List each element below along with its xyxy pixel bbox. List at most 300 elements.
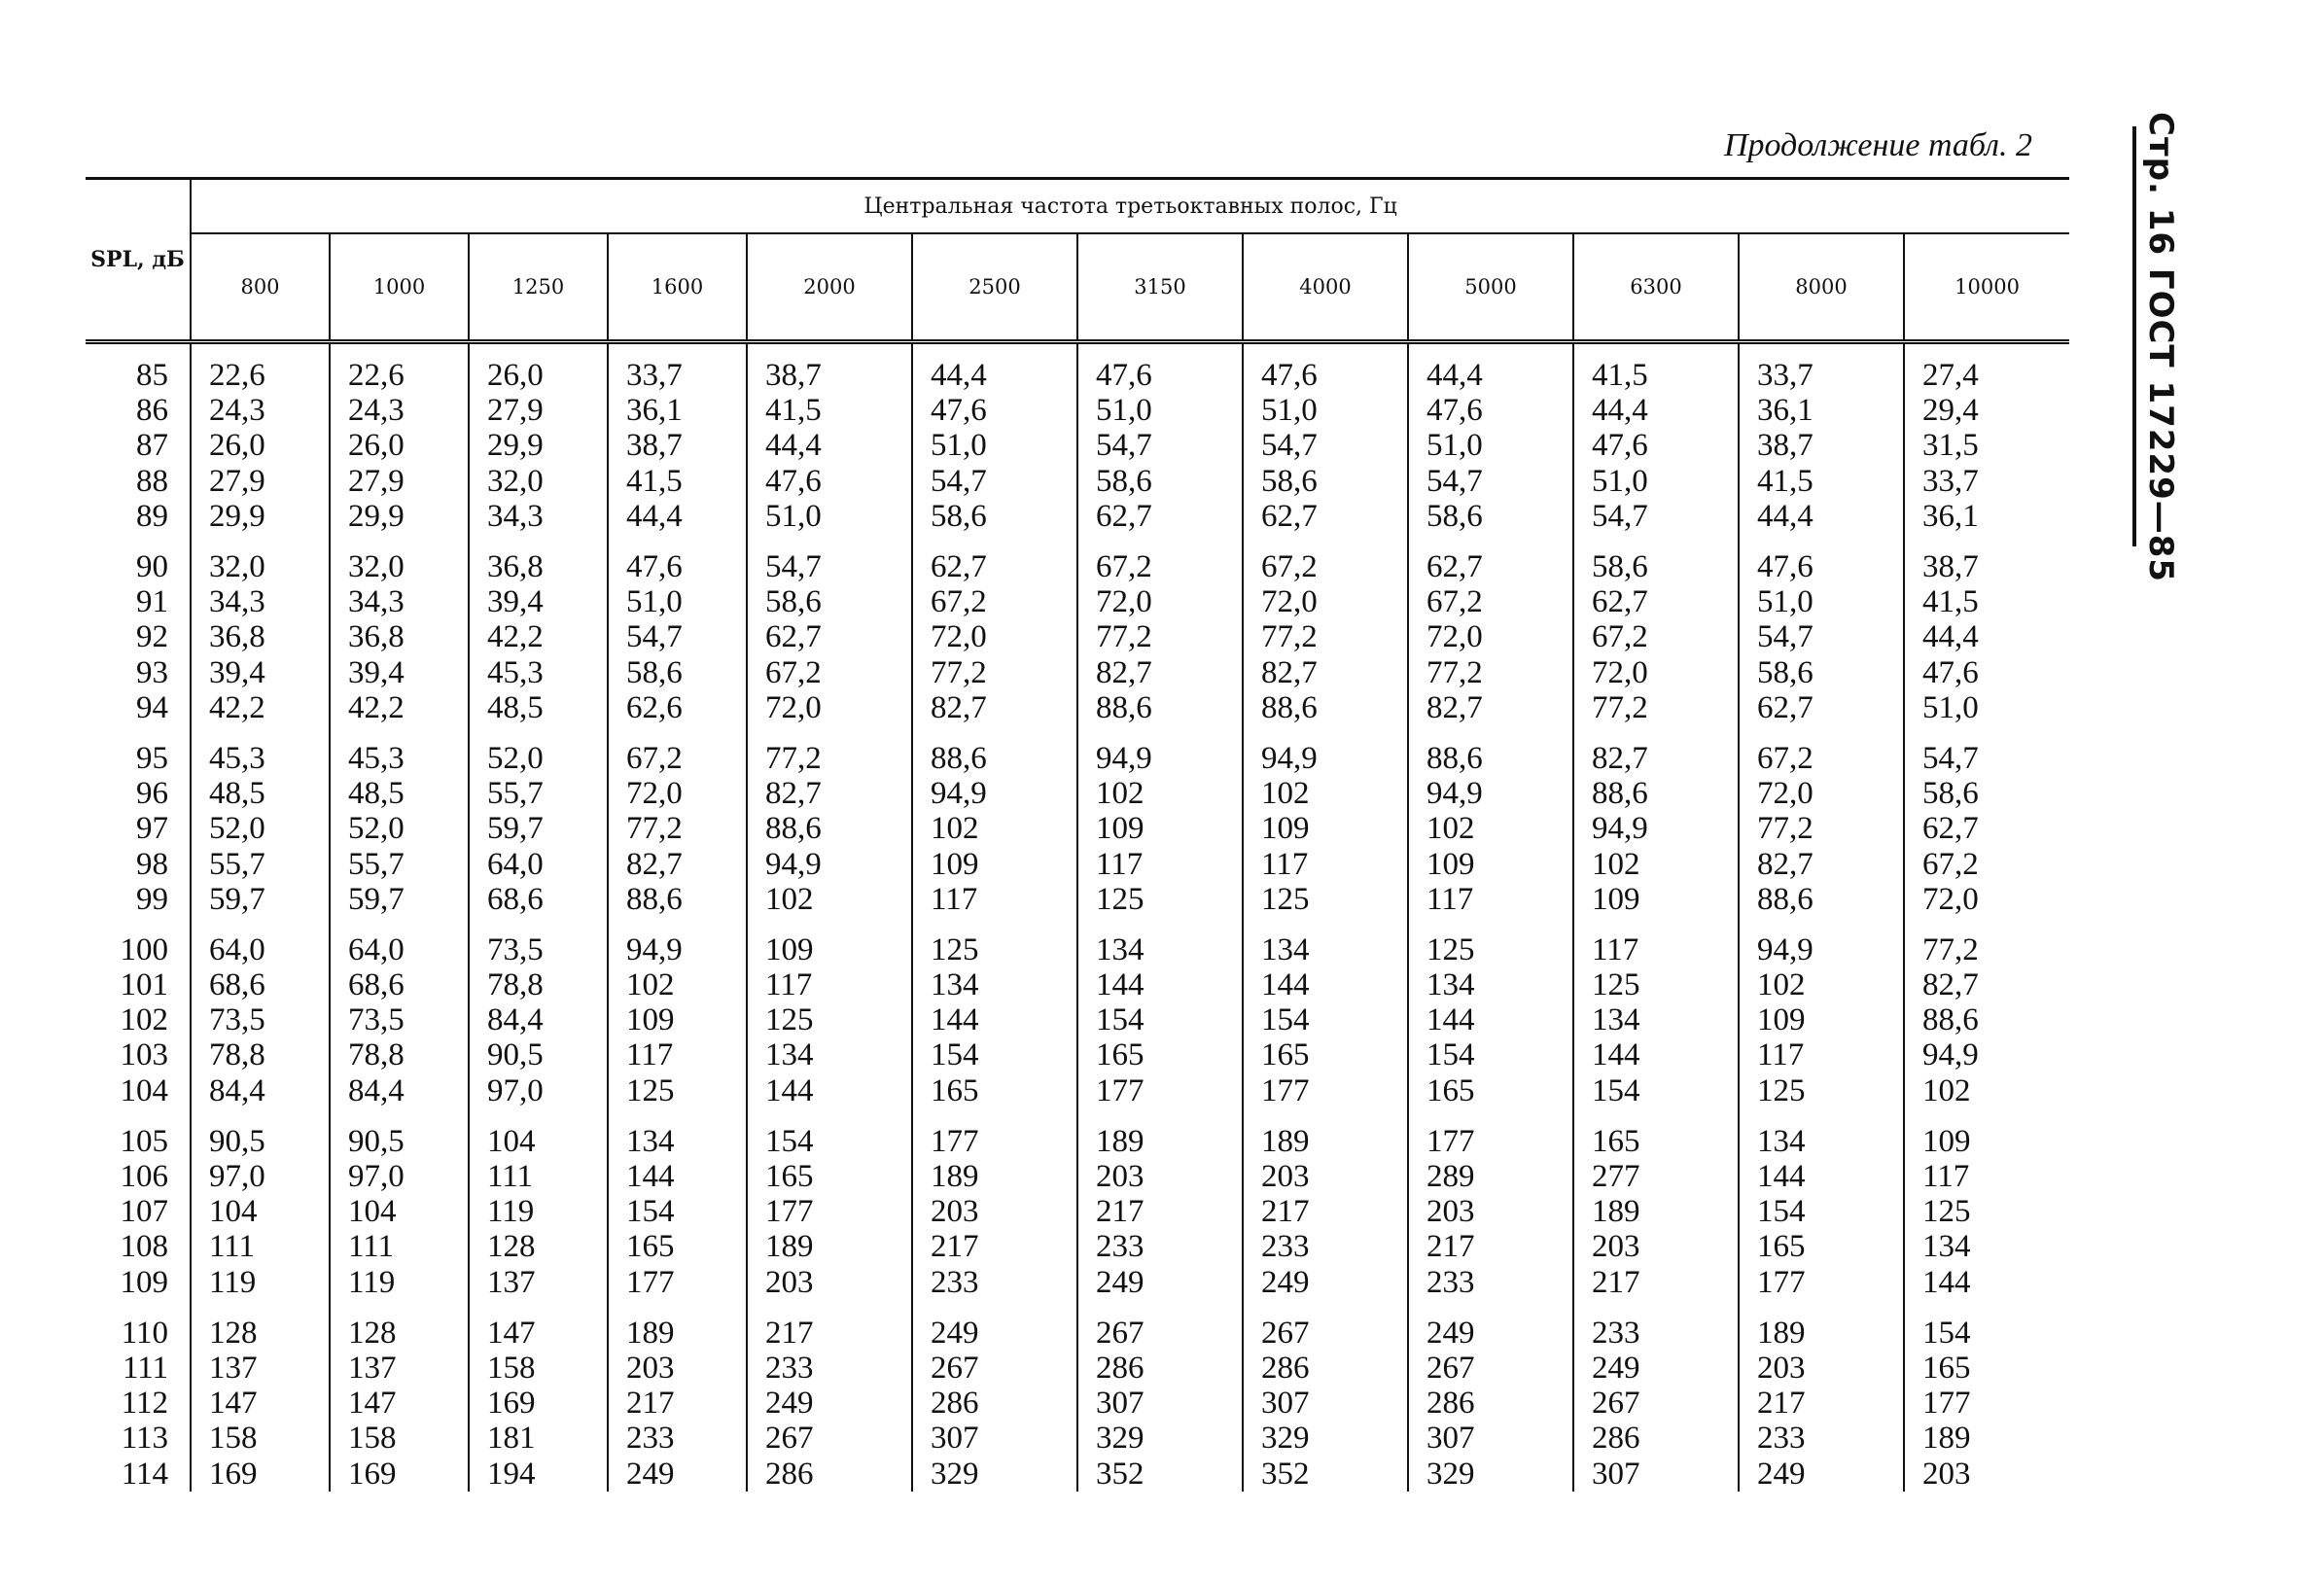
value-cell: 189 <box>1922 1421 1971 1457</box>
value-cell: 97,0 <box>191 1159 330 1194</box>
value-cell: 203 <box>1243 1159 1408 1194</box>
value-cell: 72,0 <box>912 619 1077 654</box>
frequency-header-2500: 2500 <box>912 233 1077 342</box>
value-cell: 58,6 <box>1408 499 1573 534</box>
value-cell: 286 <box>747 1456 912 1491</box>
value-cell: 203 <box>608 1351 747 1386</box>
spl-column-header: SPL, дБ <box>86 179 191 342</box>
table-row <box>86 967 2069 1002</box>
value-cell: 26,0 <box>330 428 469 463</box>
value-cell: 54,7 <box>912 464 1077 499</box>
frequency-header-800: 800 <box>191 233 330 342</box>
spl-level-cell: 105 <box>86 1108 191 1159</box>
table-row <box>86 811 2069 846</box>
value-cell: 134 <box>912 967 1077 1002</box>
value-cell: 77,2 <box>1077 619 1243 654</box>
table-row <box>86 464 2069 499</box>
spl-level-cell: 114 <box>86 1456 191 1491</box>
value-cell: 111 <box>330 1229 469 1264</box>
spl-level-cell: 110 <box>86 1300 191 1351</box>
spl-level-cell: 91 <box>86 584 191 619</box>
value-cell: 62,7 <box>1077 499 1243 534</box>
value-cell: 144 <box>1573 1037 1739 1072</box>
value-cell: 48,5 <box>469 690 608 725</box>
spl-level-cell: 88 <box>86 464 191 499</box>
value-cell: 249 <box>1573 1351 1739 1386</box>
spl-level-cell: 92 <box>86 619 191 654</box>
spl-level-cell: 89 <box>86 499 191 534</box>
value-cell: 44,4 <box>1739 499 1904 534</box>
value-cell: 286 <box>1573 1421 1739 1456</box>
value-cell: 233 <box>1408 1265 1573 1300</box>
value-cell: 117 <box>1922 1159 1970 1195</box>
value-cell: 144 <box>747 1073 912 1108</box>
frequency-header-4000: 4000 <box>1243 233 1408 342</box>
value-cell: 125 <box>1573 967 1739 1002</box>
table-row <box>86 1421 2069 1456</box>
spl-level-cell: 96 <box>86 776 191 811</box>
value-cell: 102 <box>1573 846 1739 881</box>
value-cell: 97,0 <box>330 1159 469 1194</box>
value-cell: 77,2 <box>1408 655 1573 690</box>
value-cell: 117 <box>608 1037 747 1072</box>
value-cell: 102 <box>608 967 747 1002</box>
value-cell: 144 <box>1243 967 1408 1002</box>
value-cell: 125 <box>1922 1194 1971 1230</box>
value-cell: 51,0 <box>1739 584 1904 619</box>
value-cell: 147 <box>330 1386 469 1421</box>
value-cell: 58,6 <box>912 499 1077 534</box>
value-cell: 177 <box>1739 1265 1904 1300</box>
value-cell: 194 <box>469 1456 608 1491</box>
value-cell: 47,6 <box>912 393 1077 428</box>
table-row <box>86 1037 2069 1072</box>
value-cell: 41,5 <box>1922 584 1979 620</box>
frequency-header-2000: 2000 <box>747 233 912 342</box>
spl-level-cell: 113 <box>86 1421 191 1456</box>
value-cell: 51,0 <box>1573 464 1739 499</box>
value-cell: 102 <box>747 882 912 917</box>
value-cell: 36,8 <box>469 534 608 584</box>
value-cell: 67,2 <box>1408 584 1573 619</box>
table-row <box>86 917 2069 967</box>
value-cell: 67,2 <box>1243 534 1408 584</box>
value-cell: 189 <box>1739 1300 1904 1351</box>
value-cell: 102 <box>1922 1072 1971 1108</box>
value-cell: 47,6 <box>1243 342 1408 394</box>
value-cell: 42,2 <box>191 690 330 725</box>
frequency-header-8000: 8000 <box>1739 233 1904 342</box>
value-cell: 54,7 <box>1739 619 1904 654</box>
value-cell: 39,4 <box>330 655 469 690</box>
value-cell: 82,7 <box>1739 846 1904 881</box>
value-cell: 42,2 <box>330 690 469 725</box>
value-cell: 249 <box>608 1456 747 1491</box>
value-cell: 249 <box>1077 1265 1243 1300</box>
table-row <box>86 342 2069 394</box>
value-cell: 147 <box>191 1386 330 1421</box>
value-cell: 189 <box>608 1300 747 1351</box>
value-cell: 137 <box>330 1351 469 1386</box>
value-cell: 102 <box>1243 776 1408 811</box>
value-cell: 38,7 <box>1739 428 1904 463</box>
value-cell: 36,1 <box>1922 498 1979 534</box>
value-cell: 52,0 <box>469 725 608 776</box>
value-cell: 165 <box>747 1159 912 1194</box>
value-cell: 117 <box>1739 1037 1904 1072</box>
spl-level-cell: 94 <box>86 690 191 725</box>
value-cell: 109 <box>912 846 1077 881</box>
value-cell: 48,5 <box>191 776 330 811</box>
spl-level-cell: 107 <box>86 1194 191 1229</box>
value-cell: 117 <box>1573 917 1739 967</box>
value-cell: 217 <box>1408 1229 1573 1264</box>
value-cell: 72,0 <box>1573 655 1739 690</box>
value-cell: 165 <box>912 1073 1077 1108</box>
value-cell: 72,0 <box>608 776 747 811</box>
value-cell: 94,9 <box>608 917 747 967</box>
value-cell: 203 <box>1573 1229 1739 1264</box>
value-cell: 329 <box>912 1456 1077 1491</box>
value-cell: 54,7 <box>1243 428 1408 463</box>
value-cell: 117 <box>1408 882 1573 917</box>
value-cell: 109 <box>1922 1123 1971 1159</box>
value-cell: 82,7 <box>1408 690 1573 725</box>
value-cell: 104 <box>330 1194 469 1229</box>
table-row <box>86 725 2069 776</box>
value-cell: 177 <box>747 1194 912 1229</box>
value-cell: 267 <box>912 1351 1077 1386</box>
value-cell: 104 <box>191 1194 330 1229</box>
value-cell: 38,7 <box>608 428 747 463</box>
value-cell: 68,6 <box>191 967 330 1002</box>
frequency-header-6300: 6300 <box>1573 233 1739 342</box>
value-cell: 62,6 <box>608 690 747 725</box>
value-cell: 94,9 <box>1077 725 1243 776</box>
value-cell: 154 <box>1573 1073 1739 1108</box>
value-cell: 68,6 <box>330 967 469 1002</box>
value-cell: 134 <box>747 1037 912 1072</box>
spl-level-cell: 85 <box>86 342 191 394</box>
value-cell: 249 <box>1739 1456 1904 1491</box>
value-cell: 329 <box>1408 1456 1573 1491</box>
value-cell: 44,4 <box>1573 393 1739 428</box>
frequency-header-row <box>86 233 2069 342</box>
value-cell: 42,2 <box>469 619 608 654</box>
value-cell: 119 <box>330 1265 469 1300</box>
spl-level-cell: 104 <box>86 1073 191 1108</box>
value-cell: 97,0 <box>469 1073 608 1108</box>
value-cell: 125 <box>608 1073 747 1108</box>
value-cell: 217 <box>1739 1386 1904 1421</box>
value-cell: 29,9 <box>191 499 330 534</box>
value-cell: 102 <box>912 811 1077 846</box>
value-cell: 54,7 <box>747 534 912 584</box>
value-cell: 36,1 <box>1739 393 1904 428</box>
value-cell: 41,5 <box>747 393 912 428</box>
value-cell: 154 <box>747 1108 912 1159</box>
value-cell: 62,7 <box>1739 690 1904 725</box>
table-row <box>86 1194 2069 1229</box>
spl-level-cell: 95 <box>86 725 191 776</box>
value-cell: 47,6 <box>1077 342 1243 394</box>
value-cell: 134 <box>1573 1002 1739 1037</box>
value-cell: 249 <box>912 1300 1077 1351</box>
table-row <box>86 619 2069 654</box>
value-cell: 102 <box>1408 811 1573 846</box>
value-cell: 88,6 <box>912 725 1077 776</box>
value-cell: 177 <box>1243 1073 1408 1108</box>
value-cell: 154 <box>1922 1315 1971 1351</box>
value-cell: 72,0 <box>1408 619 1573 654</box>
value-cell: 88,6 <box>608 882 747 917</box>
value-cell: 29,4 <box>1922 393 1979 429</box>
value-cell: 54,7 <box>1077 428 1243 463</box>
value-cell: 24,3 <box>191 393 330 428</box>
value-cell: 33,7 <box>1922 463 1979 499</box>
value-cell: 267 <box>1408 1351 1573 1386</box>
value-cell: 64,0 <box>191 917 330 967</box>
value-cell: 249 <box>747 1386 912 1421</box>
value-cell: 77,2 <box>1739 811 1904 846</box>
value-cell: 82,7 <box>1243 655 1408 690</box>
value-cell: 48,5 <box>330 776 469 811</box>
value-cell: 27,9 <box>191 464 330 499</box>
value-cell: 34,3 <box>469 499 608 534</box>
value-cell: 154 <box>1408 1037 1573 1072</box>
value-cell: 233 <box>1243 1229 1408 1264</box>
value-cell: 134 <box>608 1108 747 1159</box>
value-cell: 33,7 <box>608 342 747 394</box>
value-cell: 109 <box>1077 811 1243 846</box>
value-cell: 286 <box>1243 1351 1408 1386</box>
value-cell: 88,6 <box>1739 882 1904 917</box>
value-cell: 44,4 <box>912 342 1077 394</box>
table-row <box>86 534 2069 584</box>
value-cell: 54,7 <box>1408 464 1573 499</box>
value-cell: 78,8 <box>469 967 608 1002</box>
value-cell: 189 <box>747 1229 912 1264</box>
value-cell: 134 <box>1243 917 1408 967</box>
value-cell: 27,9 <box>469 393 608 428</box>
value-cell: 203 <box>1739 1351 1904 1386</box>
value-cell: 67,2 <box>1077 534 1243 584</box>
value-cell: 125 <box>1077 882 1243 917</box>
value-cell: 102 <box>1077 776 1243 811</box>
value-cell: 165 <box>1922 1350 1971 1386</box>
value-cell: 32,0 <box>469 464 608 499</box>
table-row <box>86 1386 2069 1421</box>
value-cell: 82,7 <box>912 690 1077 725</box>
value-cell: 277 <box>1573 1159 1739 1194</box>
value-cell: 67,2 <box>1739 725 1904 776</box>
value-cell: 41,5 <box>1573 342 1739 394</box>
table-row <box>86 584 2069 619</box>
value-cell: 286 <box>912 1386 1077 1421</box>
value-cell: 134 <box>1739 1108 1904 1159</box>
value-cell: 44,4 <box>608 499 747 534</box>
value-cell: 307 <box>1243 1386 1408 1421</box>
spl-level-cell: 108 <box>86 1229 191 1264</box>
table-row <box>86 1108 2069 1159</box>
value-cell: 144 <box>912 1002 1077 1037</box>
value-cell: 128 <box>469 1229 608 1264</box>
value-cell: 217 <box>747 1300 912 1351</box>
value-cell: 329 <box>1243 1421 1408 1456</box>
value-cell: 84,4 <box>191 1073 330 1108</box>
value-cell: 189 <box>1243 1108 1408 1159</box>
value-cell: 119 <box>191 1265 330 1300</box>
value-cell: 82,7 <box>1077 655 1243 690</box>
value-cell: 177 <box>1077 1073 1243 1108</box>
value-cell: 34,3 <box>330 584 469 619</box>
value-cell: 117 <box>1077 846 1243 881</box>
value-cell: 45,3 <box>330 725 469 776</box>
value-cell: 59,7 <box>469 811 608 846</box>
frequency-header-5000: 5000 <box>1408 233 1573 342</box>
value-cell: 104 <box>469 1108 608 1159</box>
value-cell: 38,7 <box>1922 549 1979 585</box>
value-cell: 51,0 <box>608 584 747 619</box>
value-cell: 165 <box>1077 1037 1243 1072</box>
value-cell: 109 <box>747 917 912 967</box>
value-cell: 134 <box>1408 967 1573 1002</box>
value-cell: 154 <box>608 1194 747 1229</box>
value-cell: 165 <box>1739 1229 1904 1264</box>
table-body <box>86 342 2069 1492</box>
value-cell: 286 <box>1077 1351 1243 1386</box>
value-cell: 55,7 <box>469 776 608 811</box>
value-cell: 47,6 <box>1922 654 1979 690</box>
value-cell: 307 <box>1077 1386 1243 1421</box>
table-row <box>86 1300 2069 1351</box>
value-cell: 58,6 <box>747 584 912 619</box>
value-cell: 177 <box>608 1265 747 1300</box>
value-cell: 73,5 <box>330 1002 469 1037</box>
value-cell: 22,6 <box>330 342 469 394</box>
value-cell: 67,2 <box>747 655 912 690</box>
value-cell: 73,5 <box>469 917 608 967</box>
value-cell: 47,6 <box>1408 393 1573 428</box>
value-cell: 307 <box>1408 1421 1573 1456</box>
value-cell: 144 <box>1077 967 1243 1002</box>
value-cell: 165 <box>1243 1037 1408 1072</box>
value-cell: 72,0 <box>1922 881 1979 917</box>
value-cell: 51,0 <box>1408 428 1573 463</box>
value-cell: 82,7 <box>1573 725 1739 776</box>
frequency-header-3150: 3150 <box>1077 233 1243 342</box>
value-cell: 29,9 <box>469 428 608 463</box>
value-cell: 82,7 <box>608 846 747 881</box>
value-cell: 109 <box>1408 846 1573 881</box>
value-cell: 94,9 <box>912 776 1077 811</box>
value-cell: 158 <box>330 1421 469 1456</box>
value-cell: 32,0 <box>191 534 330 584</box>
value-cell: 29,9 <box>330 499 469 534</box>
spl-level-cell: 109 <box>86 1265 191 1300</box>
value-cell: 54,7 <box>1573 499 1739 534</box>
value-cell: 165 <box>1408 1073 1573 1108</box>
value-cell: 154 <box>1243 1002 1408 1037</box>
value-cell: 62,7 <box>1573 584 1739 619</box>
value-cell: 233 <box>1573 1300 1739 1351</box>
value-cell: 217 <box>1573 1265 1739 1300</box>
value-cell: 111 <box>469 1159 608 1194</box>
value-cell: 102 <box>1739 967 1904 1002</box>
value-cell: 58,6 <box>1243 464 1408 499</box>
value-cell: 72,0 <box>1739 776 1904 811</box>
value-cell: 249 <box>1408 1300 1573 1351</box>
value-cell: 94,9 <box>1922 1037 1979 1073</box>
value-cell: 58,6 <box>1739 655 1904 690</box>
value-cell: 307 <box>1573 1456 1739 1491</box>
value-cell: 111 <box>191 1229 330 1264</box>
value-cell: 72,0 <box>1077 584 1243 619</box>
value-cell: 47,6 <box>1573 428 1739 463</box>
value-cell: 137 <box>469 1265 608 1300</box>
value-cell: 88,6 <box>747 811 912 846</box>
value-cell: 307 <box>912 1421 1077 1456</box>
value-cell: 62,7 <box>1408 534 1573 584</box>
frequency-header-10000: 10000 <box>1904 233 2069 342</box>
spl-level-cell: 103 <box>86 1037 191 1072</box>
value-cell: 32,0 <box>330 534 469 584</box>
table-row <box>86 882 2069 917</box>
value-cell: 233 <box>1739 1421 1904 1456</box>
value-cell: 26,0 <box>469 342 608 394</box>
value-cell: 134 <box>1922 1229 1971 1265</box>
value-cell: 31,5 <box>1922 428 1979 464</box>
spl-level-cell: 99 <box>86 882 191 917</box>
value-cell: 36,8 <box>191 619 330 654</box>
value-cell: 117 <box>747 967 912 1002</box>
table-row <box>86 1229 2069 1264</box>
value-cell: 62,7 <box>912 534 1077 584</box>
value-cell: 59,7 <box>330 882 469 917</box>
spl-level-cell: 111 <box>86 1351 191 1386</box>
value-cell: 94,9 <box>1243 725 1408 776</box>
table-row <box>86 1265 2069 1300</box>
value-cell: 109 <box>1243 811 1408 846</box>
table-row <box>86 1456 2069 1491</box>
spl-level-cell: 98 <box>86 846 191 881</box>
value-cell: 165 <box>608 1229 747 1264</box>
value-cell: 125 <box>1408 917 1573 967</box>
value-cell: 84,4 <box>330 1073 469 1108</box>
table-row <box>86 499 2069 534</box>
table-continuation-caption: Продолжение табл. 2 <box>1723 127 2032 163</box>
table-row <box>86 690 2069 725</box>
value-cell: 51,0 <box>747 499 912 534</box>
value-cell: 62,7 <box>1243 499 1408 534</box>
value-cell: 189 <box>912 1159 1077 1194</box>
table-row <box>86 1159 2069 1194</box>
table-row <box>86 655 2069 690</box>
value-cell: 88,6 <box>1408 725 1573 776</box>
value-cell: 128 <box>191 1300 330 1351</box>
value-cell: 233 <box>747 1351 912 1386</box>
value-cell: 58,6 <box>1922 776 1979 812</box>
value-cell: 64,0 <box>469 846 608 881</box>
value-cell: 47,6 <box>1739 534 1904 584</box>
page-side-label: Стр. 16 ГОСТ 17229—85 <box>2141 112 2180 583</box>
value-cell: 128 <box>330 1300 469 1351</box>
value-cell: 90,5 <box>330 1108 469 1159</box>
table-row <box>86 776 2069 811</box>
value-cell: 233 <box>608 1421 747 1456</box>
value-cell: 154 <box>912 1037 1077 1072</box>
value-cell: 58,6 <box>608 655 747 690</box>
